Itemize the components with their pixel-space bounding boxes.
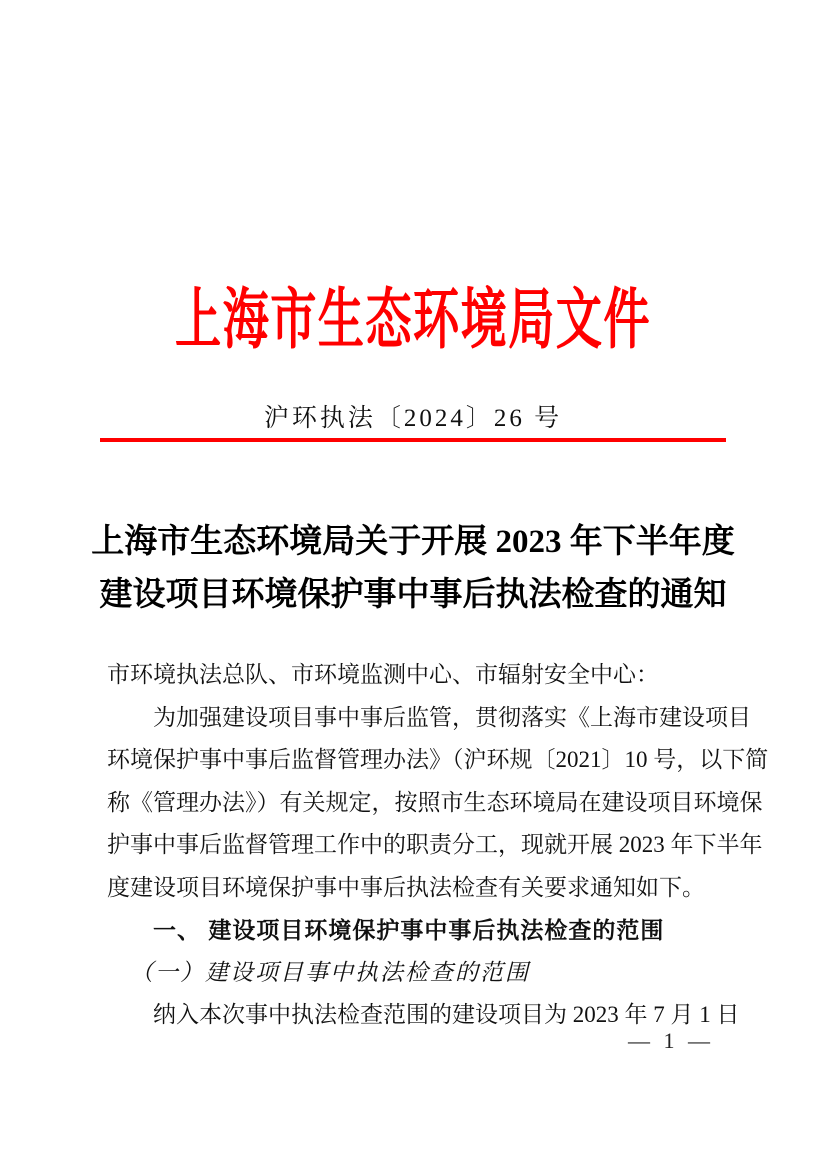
body-line: 度建设项目环境保护事中事后执法检查有关要求通知如下。: [107, 874, 705, 900]
red-divider-line: [100, 438, 726, 442]
notice-title-line1: 上海市生态环境局关于开展 2023 年下半年度: [91, 524, 735, 560]
letterhead: [0, 266, 826, 361]
notice-title: [0, 516, 826, 622]
body-line: 市环境执法总队、市环境监测中心、市辐射安全中心：: [107, 662, 659, 687]
body-lines: [107, 654, 769, 1037]
page-number: — 1 —: [628, 1028, 714, 1053]
body-line: 为加强建设项目事中事后监管，贯彻落实《上海市建设项目: [153, 704, 751, 730]
body-line: 称《管理办法》）有关规定，按照市生态环境局在建设项目环境保: [107, 789, 763, 815]
document-number: 沪环执法〔2024〕26 号: [263, 405, 563, 432]
body-line: （一）建设项目事中执法检查的范围: [130, 959, 530, 985]
body-line: 一、 建设项目环境保护事中事后执法检查的范围: [153, 917, 665, 943]
body-line: 纳入本次事中执法检查范围的建设项目为 2023 年 7 月 1 日: [153, 1002, 740, 1027]
notice-title-line2: 建设项目环境保护事中事后执法检查的通知: [99, 577, 727, 613]
letterhead-title: 上海市生态环境局文件: [175, 284, 651, 357]
body-line: 护事中事后监督管理工作中的职责分工，现就开展 2023 年下半年: [107, 832, 763, 857]
body-line: 环境保护事中事后监督管理办法》（沪环规〔2021〕10 号，以下简: [107, 747, 769, 772]
